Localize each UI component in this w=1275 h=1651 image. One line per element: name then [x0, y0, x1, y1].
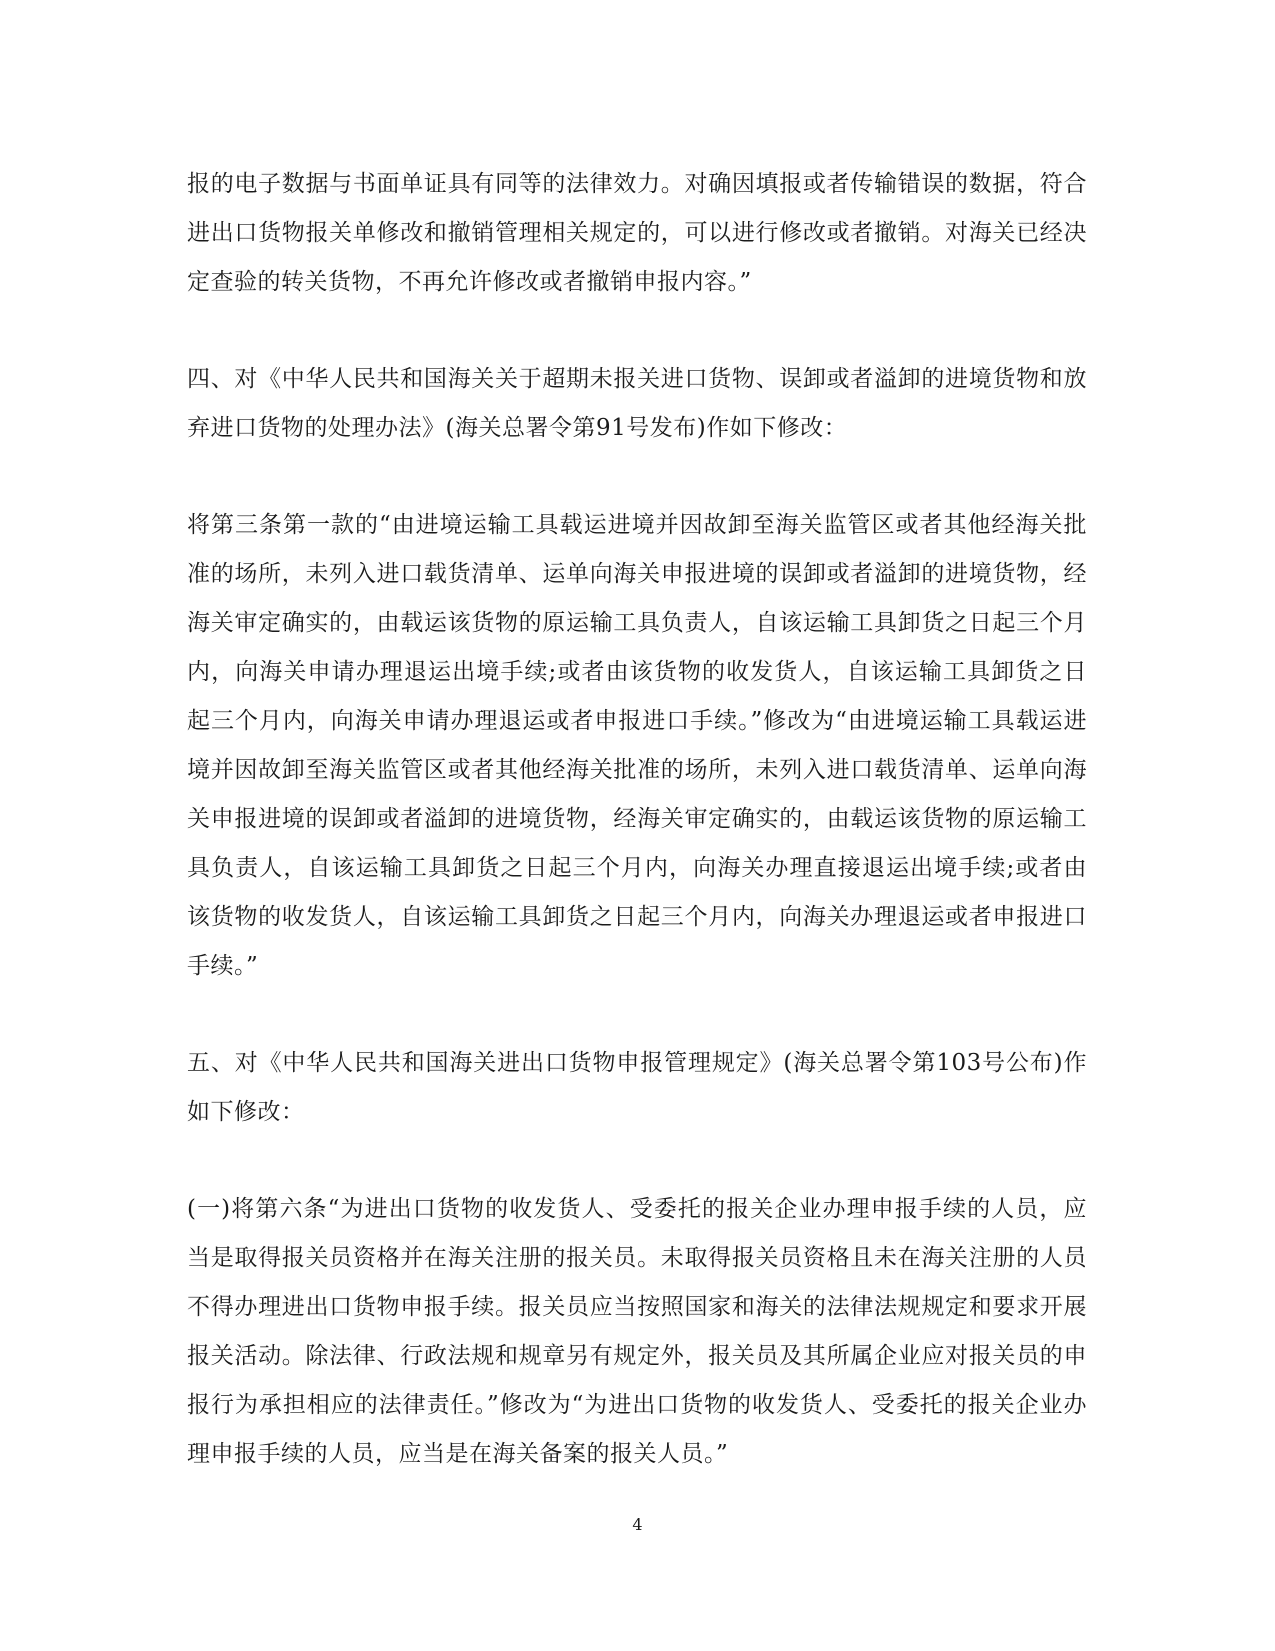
paragraph-spacer	[187, 453, 1087, 501]
paragraph-spacer	[187, 1137, 1087, 1185]
page-number: 4	[632, 1515, 643, 1534]
paragraph-section-four: 四、对《中华人民共和国海关关于超期未报关进口货物、误卸或者溢卸的进境货物和放弃进口货物的处理办法》(海关总署令第91号发布)作如下修改：	[187, 366, 1087, 441]
paragraph-article-three-amendment: 将第三条第一款的“由进境运输工具载运进境并因故卸至海关监管区或者其他经海关批准的场所，未列入进口载货清单、运单向海关申报进境的误卸或者溢卸的进境货物，经海关审定确实的，由载运该货物的原运输工具负责人，自该运输工具卸货之日起三个月内，向海关申请办理退运出境手续;或者由该货物的收发货人，自该运输工具卸货之日起三个月内，向海关申请办理退运或者申报进口手续。”修改为“由进境运输工具载运进境并因故卸至海关监管区或者其他经海关批准的场所，未列入进口载货清单、运单向海关申报进境的误卸或者溢卸的进境货物，经海关审定确实的，由载运该货物的原运输工具负责人，自该运输工具卸货之日起三个月内，向海关办理直接退运出境手续;或者由该货物的收发货人，自该运输工具卸货之日起三个月内，向海关办理退运或者申报进口手续。”	[187, 512, 1087, 979]
paragraph-section-five: 五、对《中华人民共和国海关进出口货物申报管理规定》(海关总署令第103号公布)作如下修改：	[187, 1050, 1087, 1125]
paragraph-continuation: 报的电子数据与书面单证具有同等的法律效力。对确因填报或者传输错误的数据，符合进出口货物报关单修改和撤销管理相关规定的，可以进行修改或者撤销。对海关已经决定查验的转关货物，不再允许修改或者撤销申报内容。”	[187, 171, 1087, 295]
paragraph-spacer	[187, 307, 1087, 355]
paragraph-article-six-amendment: (一)将第六条“为进出口货物的收发货人、受委托的报关企业办理申报手续的人员，应当是取得报关员资格并在海关注册的报关员。未取得报关员资格且未在海关注册的人员不得办理进出口货物申报手续。报关员应当按照国家和海关的法律法规规定和要求开展报关活动。除法律、行政法规和规章另有规定外，报关员及其所属企业应对报关员的申报行为承担相应的法律责任。”修改为“为进出口货物的收发货人、受委托的报关企业办理申报手续的人员，应当是在海关备案的报关人员。”	[187, 1196, 1087, 1467]
document-body	[187, 160, 1087, 1479]
paragraph-spacer	[187, 991, 1087, 1039]
